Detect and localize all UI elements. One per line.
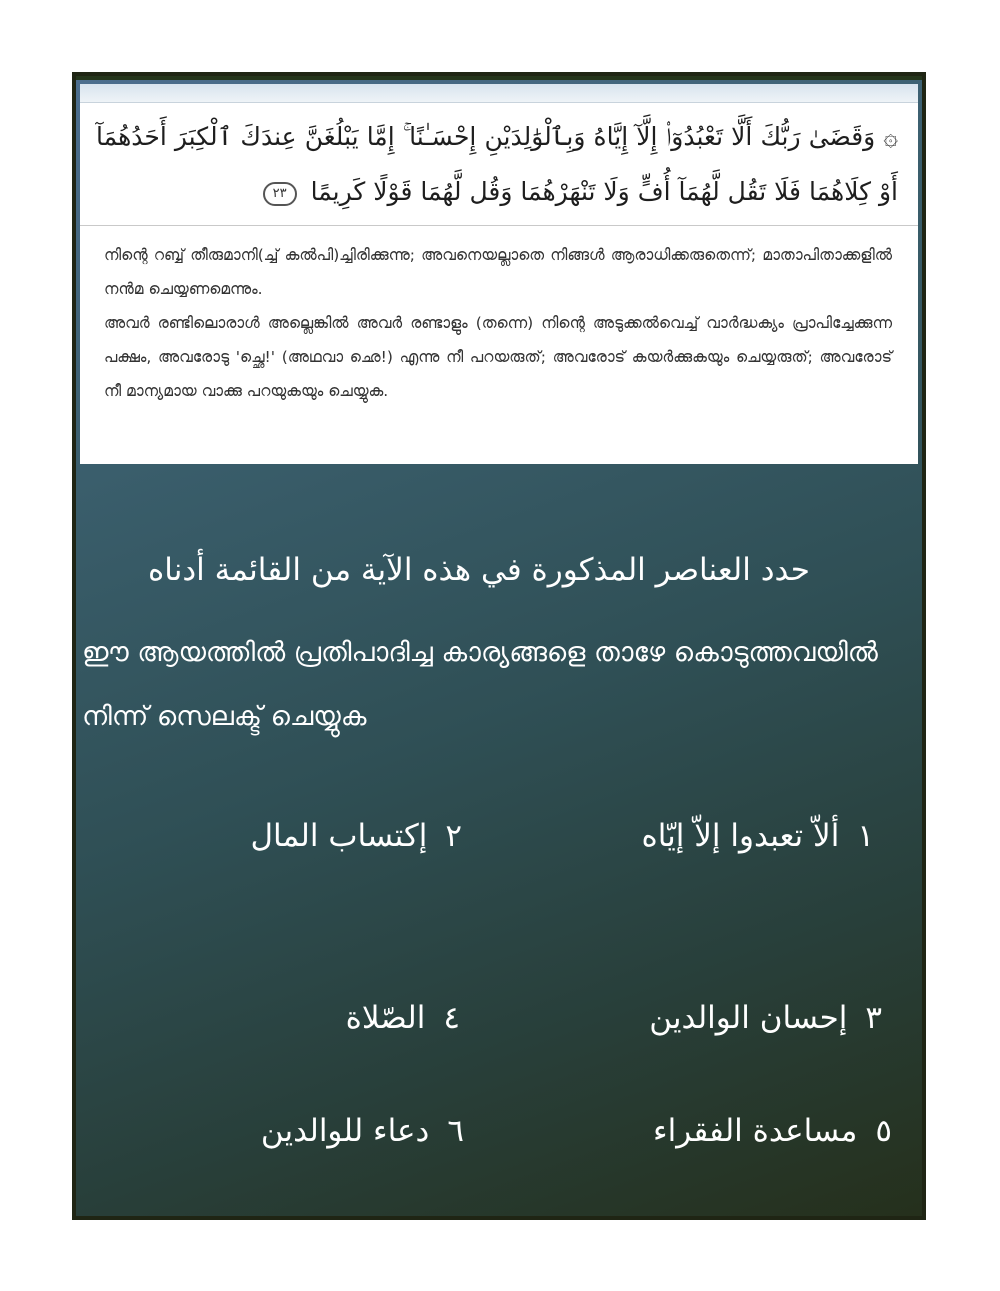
- option-number: ٤: [443, 1000, 460, 1036]
- option-label: مساعدة الفقراء: [653, 1113, 858, 1149]
- worksheet-frame: [72, 72, 926, 1220]
- option-label: دعاء للوالدين: [260, 1113, 430, 1149]
- option-4[interactable]: [346, 996, 460, 1040]
- translation-line-2: അവര്‍ രണ്ടിലൊരാള്‍ അല്ലെങ്കില്‍ അവര്‍ രണ്ടാളും (തന്നെ) നിന്റെ അടുക്കല്‍വെച്ച് വാര്‍ദ്ധക്യം പ്രാപിച്ചേക്കുന്ന പക്ഷം, അവരോടു 'ച്ഛെ!' (അഥവാ ഛെ!) എന്നു നീ പറയരുത്; അവരോട് കയര്‍ക്കുകയും ചെയ്യരുത്; അവരോട് നീ മാന്യമായ വാക്കു പറയുകയും ചെയ്യുക.: [104, 314, 892, 400]
- option-number: ٣: [865, 1000, 882, 1036]
- option-label: ألاّ تعبدوا إلاّ إيّاه: [641, 818, 840, 854]
- option-label: إكتساب المال: [250, 818, 428, 854]
- option-number: ١: [857, 818, 874, 854]
- option-number: ٢: [445, 818, 462, 854]
- ayah-arabic-text: [80, 103, 918, 225]
- ayah-number-marker: ٢٣: [263, 182, 297, 206]
- option-3[interactable]: [649, 996, 882, 1040]
- option-number: ٦: [447, 1113, 464, 1149]
- option-6[interactable]: [261, 1109, 464, 1153]
- option-2[interactable]: [251, 814, 462, 858]
- ayah-card: [80, 84, 918, 464]
- option-number: ٥: [875, 1113, 892, 1149]
- instruction-arabic: حدد العناصر المذكورة في هذه الآية من القائمة أدناه: [148, 552, 810, 588]
- option-label: إحسان الوالدين: [649, 1000, 848, 1036]
- card-header-band: [80, 84, 918, 103]
- ayah-translation: [80, 226, 918, 408]
- option-label: الصّلاة: [345, 1000, 426, 1036]
- translation-line-1: നിന്റെ റബ്ബ് തീരുമാനി(ച്ച് കല്‍പി)ച്ചിരിക്കുന്നു; അവനെയല്ലാതെ നിങ്ങള്‍ ആരാധിക്കരുതെന്ന്; മാതാപിതാക്കളില്‍ നന്‍മ ചെയ്യണമെന്നും.: [104, 246, 892, 298]
- option-1[interactable]: [641, 814, 874, 858]
- instruction-malayalam: ഈ ആയത്തില്‍ പ്രതിപാദിച്ച കാര്യങ്ങളെ താഴേ കൊടുത്തവയില്‍ നിന്ന് സെലക്ട് ചെയ്യുക: [82, 637, 878, 732]
- option-5[interactable]: [653, 1109, 892, 1153]
- ayah-text: ۞ وَقَضَىٰ رَبُّكَ أَلَّا تَعْبُدُوٓا۟ إِلَّآ إِيَّاهُ وَبِٱلْوَٰلِدَيْنِ إِحْسَـٰنًا ۚ إِمَّا يَبْلُغَنَّ عِندَكَ ٱلْكِبَرَ أَحَدُهُمَآ أَوْ كِلَاهُمَا فَلَا تَقُل لَّهُمَآ أُفٍّ وَلَا تَنْهَرْهُمَا وَقُل لَّهُمَا قَوْلًا كَرِيمًا: [96, 122, 898, 206]
